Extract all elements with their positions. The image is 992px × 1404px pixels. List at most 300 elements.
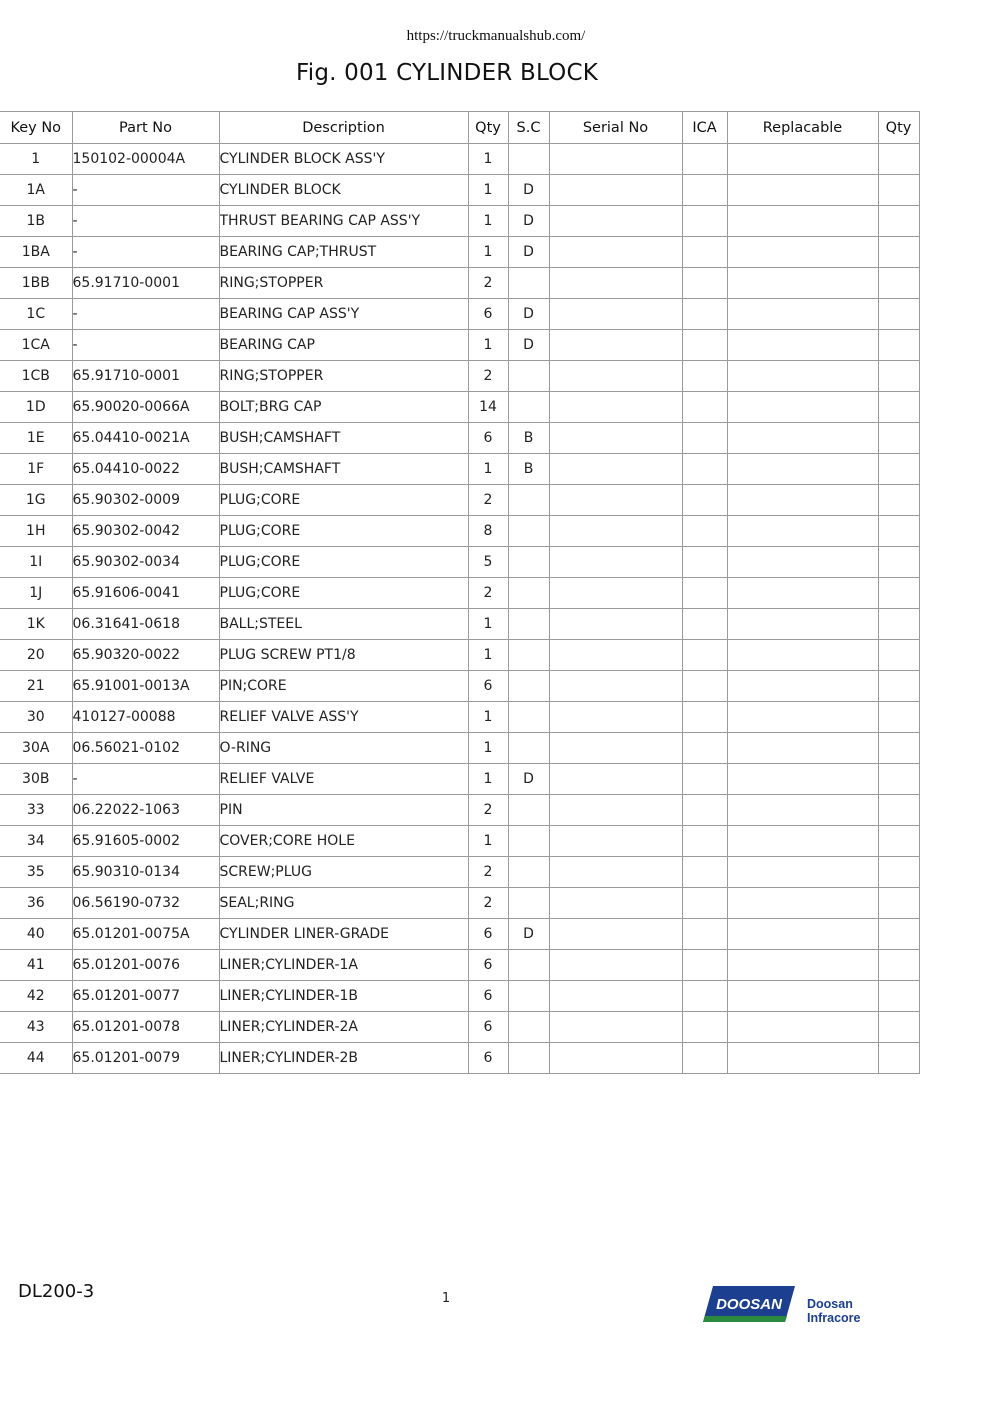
table-row — [0, 826, 919, 857]
cell-part-no: - — [72, 237, 219, 268]
cell-qty: 6 — [468, 299, 508, 330]
table-row — [0, 733, 919, 764]
parts-table — [0, 111, 920, 1074]
cell-qty-2 — [878, 144, 919, 175]
cell-serial-no — [549, 1043, 682, 1074]
cell-replacable — [727, 206, 878, 237]
cell-description: O-RING — [219, 733, 468, 764]
cell-sc — [508, 547, 549, 578]
cell-ica — [682, 826, 727, 857]
col-header-description: Description — [219, 112, 468, 144]
cell-qty-2 — [878, 826, 919, 857]
cell-key-no: 1D — [0, 392, 72, 423]
cell-sc — [508, 609, 549, 640]
cell-sc — [508, 640, 549, 671]
cell-qty-2 — [878, 237, 919, 268]
cell-replacable — [727, 981, 878, 1012]
cell-replacable — [727, 950, 878, 981]
cell-replacable — [727, 330, 878, 361]
cell-ica — [682, 299, 727, 330]
cell-serial-no — [549, 578, 682, 609]
cell-part-no: 65.90302-0009 — [72, 485, 219, 516]
cell-qty-2 — [878, 516, 919, 547]
cell-replacable — [727, 733, 878, 764]
cell-qty-2 — [878, 702, 919, 733]
cell-qty-2 — [878, 888, 919, 919]
cell-description: BOLT;BRG CAP — [219, 392, 468, 423]
cell-qty: 1 — [468, 826, 508, 857]
cell-qty: 14 — [468, 392, 508, 423]
cell-part-no: 65.01201-0078 — [72, 1012, 219, 1043]
cell-qty-2 — [878, 857, 919, 888]
cell-serial-no — [549, 516, 682, 547]
cell-key-no: 30A — [0, 733, 72, 764]
cell-description: BEARING CAP ASS'Y — [219, 299, 468, 330]
cell-part-no: 06.31641-0618 — [72, 609, 219, 640]
cell-description: PLUG;CORE — [219, 547, 468, 578]
cell-sc — [508, 981, 549, 1012]
cell-qty: 2 — [468, 361, 508, 392]
cell-sc — [508, 268, 549, 299]
cell-sc — [508, 578, 549, 609]
cell-qty-2 — [878, 640, 919, 671]
table-row — [0, 640, 919, 671]
cell-part-no: 65.01201-0079 — [72, 1043, 219, 1074]
cell-key-no: 40 — [0, 919, 72, 950]
cell-sc — [508, 888, 549, 919]
cell-description: PIN — [219, 795, 468, 826]
cell-qty: 1 — [468, 330, 508, 361]
cell-ica — [682, 981, 727, 1012]
cell-part-no: 65.91606-0041 — [72, 578, 219, 609]
cell-ica — [682, 640, 727, 671]
parts-table-body — [0, 144, 919, 1074]
cell-key-no: 1F — [0, 454, 72, 485]
cell-part-no: 06.22022-1063 — [72, 795, 219, 826]
cell-ica — [682, 1043, 727, 1074]
cell-serial-no — [549, 950, 682, 981]
cell-key-no: 43 — [0, 1012, 72, 1043]
cell-ica — [682, 454, 727, 485]
cell-sc: D — [508, 206, 549, 237]
col-header-qty-2: Qty — [878, 112, 919, 144]
table-row — [0, 857, 919, 888]
cell-part-no: 65.01201-0077 — [72, 981, 219, 1012]
cell-replacable — [727, 454, 878, 485]
cell-serial-no — [549, 640, 682, 671]
cell-replacable — [727, 702, 878, 733]
cell-qty-2 — [878, 764, 919, 795]
cell-description: CYLINDER LINER-GRADE — [219, 919, 468, 950]
cell-key-no: 1G — [0, 485, 72, 516]
cell-serial-no — [549, 330, 682, 361]
cell-description: LINER;CYLINDER-2A — [219, 1012, 468, 1043]
cell-description: RING;STOPPER — [219, 361, 468, 392]
cell-description: RELIEF VALVE ASS'Y — [219, 702, 468, 733]
cell-sc: D — [508, 175, 549, 206]
col-header-ica: ICA — [682, 112, 727, 144]
cell-key-no: 36 — [0, 888, 72, 919]
cell-serial-no — [549, 609, 682, 640]
cell-ica — [682, 516, 727, 547]
cell-replacable — [727, 144, 878, 175]
col-header-part-no: Part No — [72, 112, 219, 144]
cell-key-no: 21 — [0, 671, 72, 702]
table-row — [0, 268, 919, 299]
cell-key-no: 1CB — [0, 361, 72, 392]
cell-key-no: 33 — [0, 795, 72, 826]
cell-sc — [508, 950, 549, 981]
cell-part-no: 65.91710-0001 — [72, 268, 219, 299]
table-row — [0, 206, 919, 237]
cell-qty-2 — [878, 454, 919, 485]
cell-qty-2 — [878, 950, 919, 981]
cell-description: BEARING CAP — [219, 330, 468, 361]
col-header-key-no: Key No — [0, 112, 72, 144]
cell-sc: D — [508, 237, 549, 268]
cell-qty: 1 — [468, 206, 508, 237]
cell-serial-no — [549, 857, 682, 888]
cell-description: CYLINDER BLOCK ASS'Y — [219, 144, 468, 175]
table-row — [0, 950, 919, 981]
cell-part-no: 65.91605-0002 — [72, 826, 219, 857]
cell-description: LINER;CYLINDER-1A — [219, 950, 468, 981]
cell-serial-no — [549, 392, 682, 423]
cell-ica — [682, 1012, 727, 1043]
table-row — [0, 578, 919, 609]
cell-sc — [508, 857, 549, 888]
cell-qty: 6 — [468, 981, 508, 1012]
header-row — [0, 112, 919, 144]
cell-key-no: 1BA — [0, 237, 72, 268]
cell-part-no: 150102-00004A — [72, 144, 219, 175]
table-row — [0, 609, 919, 640]
cell-ica — [682, 795, 727, 826]
cell-key-no: 1K — [0, 609, 72, 640]
cell-sc: D — [508, 330, 549, 361]
cell-description: CYLINDER BLOCK — [219, 175, 468, 206]
cell-serial-no — [549, 919, 682, 950]
cell-key-no: 30B — [0, 764, 72, 795]
cell-ica — [682, 888, 727, 919]
cell-key-no: 42 — [0, 981, 72, 1012]
cell-qty: 6 — [468, 671, 508, 702]
cell-qty: 1 — [468, 609, 508, 640]
cell-part-no: 65.01201-0075A — [72, 919, 219, 950]
table-row — [0, 671, 919, 702]
table-row — [0, 702, 919, 733]
cell-key-no: 1H — [0, 516, 72, 547]
col-header-serial-no: Serial No — [549, 112, 682, 144]
cell-sc — [508, 1043, 549, 1074]
doosan-logo-icon — [703, 1284, 795, 1324]
cell-serial-no — [549, 547, 682, 578]
cell-description: PIN;CORE — [219, 671, 468, 702]
cell-sc — [508, 702, 549, 733]
cell-part-no: - — [72, 330, 219, 361]
table-row — [0, 361, 919, 392]
cell-description: LINER;CYLINDER-2B — [219, 1043, 468, 1074]
cell-key-no: 1A — [0, 175, 72, 206]
cell-qty: 6 — [468, 950, 508, 981]
cell-replacable — [727, 547, 878, 578]
cell-sc: B — [508, 423, 549, 454]
cell-key-no: 1J — [0, 578, 72, 609]
cell-qty: 2 — [468, 857, 508, 888]
cell-serial-no — [549, 144, 682, 175]
cell-sc: D — [508, 764, 549, 795]
cell-qty-2 — [878, 299, 919, 330]
cell-replacable — [727, 485, 878, 516]
table-row — [0, 175, 919, 206]
cell-ica — [682, 392, 727, 423]
table-row — [0, 392, 919, 423]
table-row — [0, 144, 919, 175]
cell-key-no: 1CA — [0, 330, 72, 361]
table-row — [0, 516, 919, 547]
cell-sc — [508, 392, 549, 423]
cell-description: PLUG;CORE — [219, 516, 468, 547]
logo-company-text: Doosan Infracore — [807, 1297, 861, 1325]
model-code: DL200-3 — [18, 1281, 95, 1302]
table-row — [0, 795, 919, 826]
cell-replacable — [727, 516, 878, 547]
cell-description: SCREW;PLUG — [219, 857, 468, 888]
table-row — [0, 981, 919, 1012]
cell-key-no: 35 — [0, 857, 72, 888]
cell-qty-2 — [878, 1043, 919, 1074]
cell-ica — [682, 206, 727, 237]
cell-description: SEAL;RING — [219, 888, 468, 919]
cell-key-no: 1BB — [0, 268, 72, 299]
cell-key-no: 1E — [0, 423, 72, 454]
cell-replacable — [727, 857, 878, 888]
col-header-qty: Qty — [468, 112, 508, 144]
cell-ica — [682, 144, 727, 175]
page-number: 1 — [441, 1291, 451, 1306]
cell-qty-2 — [878, 268, 919, 299]
cell-key-no: 1I — [0, 547, 72, 578]
cell-qty: 1 — [468, 454, 508, 485]
cell-description: BEARING CAP;THRUST — [219, 237, 468, 268]
cell-replacable — [727, 1043, 878, 1074]
cell-ica — [682, 609, 727, 640]
cell-sc — [508, 795, 549, 826]
cell-key-no: 20 — [0, 640, 72, 671]
cell-description: COVER;CORE HOLE — [219, 826, 468, 857]
cell-replacable — [727, 578, 878, 609]
cell-part-no: - — [72, 299, 219, 330]
table-row — [0, 919, 919, 950]
cell-qty-2 — [878, 981, 919, 1012]
cell-part-no: 65.04410-0021A — [72, 423, 219, 454]
cell-key-no: 30 — [0, 702, 72, 733]
cell-qty: 6 — [468, 1043, 508, 1074]
cell-part-no: 65.01201-0076 — [72, 950, 219, 981]
cell-sc — [508, 1012, 549, 1043]
cell-qty: 8 — [468, 516, 508, 547]
cell-description: THRUST BEARING CAP ASS'Y — [219, 206, 468, 237]
cell-description: PLUG SCREW PT1/8 — [219, 640, 468, 671]
cell-key-no: 44 — [0, 1043, 72, 1074]
cell-sc — [508, 485, 549, 516]
table-row — [0, 764, 919, 795]
cell-part-no: 410127-00088 — [72, 702, 219, 733]
cell-qty-2 — [878, 206, 919, 237]
cell-qty-2 — [878, 423, 919, 454]
cell-description: PLUG;CORE — [219, 578, 468, 609]
cell-ica — [682, 702, 727, 733]
doosan-logo — [703, 1282, 908, 1328]
cell-serial-no — [549, 237, 682, 268]
cell-serial-no — [549, 702, 682, 733]
cell-part-no: 65.90020-0066A — [72, 392, 219, 423]
cell-key-no: 1B — [0, 206, 72, 237]
cell-serial-no — [549, 485, 682, 516]
cell-replacable — [727, 392, 878, 423]
cell-replacable — [727, 795, 878, 826]
cell-qty-2 — [878, 733, 919, 764]
cell-qty-2 — [878, 175, 919, 206]
cell-part-no: 65.90320-0022 — [72, 640, 219, 671]
cell-serial-no — [549, 826, 682, 857]
table-row — [0, 485, 919, 516]
cell-ica — [682, 671, 727, 702]
cell-replacable — [727, 640, 878, 671]
cell-qty-2 — [878, 919, 919, 950]
cell-sc — [508, 671, 549, 702]
cell-qty-2 — [878, 609, 919, 640]
cell-sc: D — [508, 299, 549, 330]
cell-replacable — [727, 609, 878, 640]
cell-qty: 2 — [468, 888, 508, 919]
cell-serial-no — [549, 361, 682, 392]
cell-part-no: - — [72, 175, 219, 206]
col-header-replacable: Replacable — [727, 112, 878, 144]
cell-ica — [682, 330, 727, 361]
cell-qty: 1 — [468, 175, 508, 206]
cell-serial-no — [549, 1012, 682, 1043]
cell-replacable — [727, 1012, 878, 1043]
cell-part-no: 06.56190-0732 — [72, 888, 219, 919]
cell-serial-no — [549, 764, 682, 795]
cell-serial-no — [549, 795, 682, 826]
table-row — [0, 330, 919, 361]
cell-qty-2 — [878, 361, 919, 392]
cell-qty: 2 — [468, 485, 508, 516]
table-row — [0, 454, 919, 485]
cell-description: LINER;CYLINDER-1B — [219, 981, 468, 1012]
cell-part-no: - — [72, 206, 219, 237]
cell-serial-no — [549, 671, 682, 702]
table-row — [0, 423, 919, 454]
cell-qty-2 — [878, 547, 919, 578]
cell-replacable — [727, 237, 878, 268]
cell-serial-no — [549, 423, 682, 454]
cell-qty-2 — [878, 392, 919, 423]
cell-serial-no — [549, 733, 682, 764]
cell-serial-no — [549, 454, 682, 485]
cell-replacable — [727, 423, 878, 454]
source-url: https://truckmanualshub.com/ — [406, 28, 586, 44]
cell-part-no: 65.90310-0134 — [72, 857, 219, 888]
cell-serial-no — [549, 206, 682, 237]
cell-part-no: 65.90302-0034 — [72, 547, 219, 578]
cell-qty-2 — [878, 330, 919, 361]
cell-description: RELIEF VALVE — [219, 764, 468, 795]
cell-replacable — [727, 826, 878, 857]
cell-ica — [682, 175, 727, 206]
table-row — [0, 237, 919, 268]
cell-description: BALL;STEEL — [219, 609, 468, 640]
cell-key-no: 34 — [0, 826, 72, 857]
cell-qty-2 — [878, 485, 919, 516]
cell-description: RING;STOPPER — [219, 268, 468, 299]
cell-key-no: 41 — [0, 950, 72, 981]
cell-ica — [682, 547, 727, 578]
cell-qty: 1 — [468, 702, 508, 733]
cell-replacable — [727, 671, 878, 702]
cell-replacable — [727, 361, 878, 392]
cell-qty: 5 — [468, 547, 508, 578]
cell-ica — [682, 268, 727, 299]
cell-qty: 1 — [468, 144, 508, 175]
cell-ica — [682, 764, 727, 795]
page-title: Fig. 001 CYLINDER BLOCK — [295, 60, 599, 86]
cell-description: BUSH;CAMSHAFT — [219, 454, 468, 485]
cell-ica — [682, 733, 727, 764]
table-row — [0, 888, 919, 919]
cell-qty: 1 — [468, 733, 508, 764]
cell-replacable — [727, 764, 878, 795]
cell-part-no: 06.56021-0102 — [72, 733, 219, 764]
cell-serial-no — [549, 175, 682, 206]
table-row — [0, 1012, 919, 1043]
cell-part-no: 65.91001-0013A — [72, 671, 219, 702]
parts-table-header — [0, 112, 919, 144]
cell-part-no: 65.91710-0001 — [72, 361, 219, 392]
cell-qty-2 — [878, 1012, 919, 1043]
cell-sc — [508, 733, 549, 764]
cell-sc — [508, 516, 549, 547]
cell-description: BUSH;CAMSHAFT — [219, 423, 468, 454]
cell-qty: 1 — [468, 764, 508, 795]
cell-replacable — [727, 888, 878, 919]
cell-ica — [682, 237, 727, 268]
cell-serial-no — [549, 888, 682, 919]
cell-ica — [682, 423, 727, 454]
cell-ica — [682, 361, 727, 392]
cell-serial-no — [549, 268, 682, 299]
cell-sc: B — [508, 454, 549, 485]
cell-qty: 2 — [468, 268, 508, 299]
cell-replacable — [727, 268, 878, 299]
cell-qty: 2 — [468, 795, 508, 826]
cell-ica — [682, 919, 727, 950]
cell-sc — [508, 361, 549, 392]
table-row — [0, 299, 919, 330]
cell-description: PLUG;CORE — [219, 485, 468, 516]
cell-serial-no — [549, 299, 682, 330]
cell-qty-2 — [878, 578, 919, 609]
cell-replacable — [727, 175, 878, 206]
cell-part-no: - — [72, 764, 219, 795]
cell-qty: 6 — [468, 423, 508, 454]
cell-qty: 6 — [468, 1012, 508, 1043]
logo-brand-text: DOOSAN — [716, 1296, 782, 1313]
cell-replacable — [727, 919, 878, 950]
cell-qty-2 — [878, 795, 919, 826]
